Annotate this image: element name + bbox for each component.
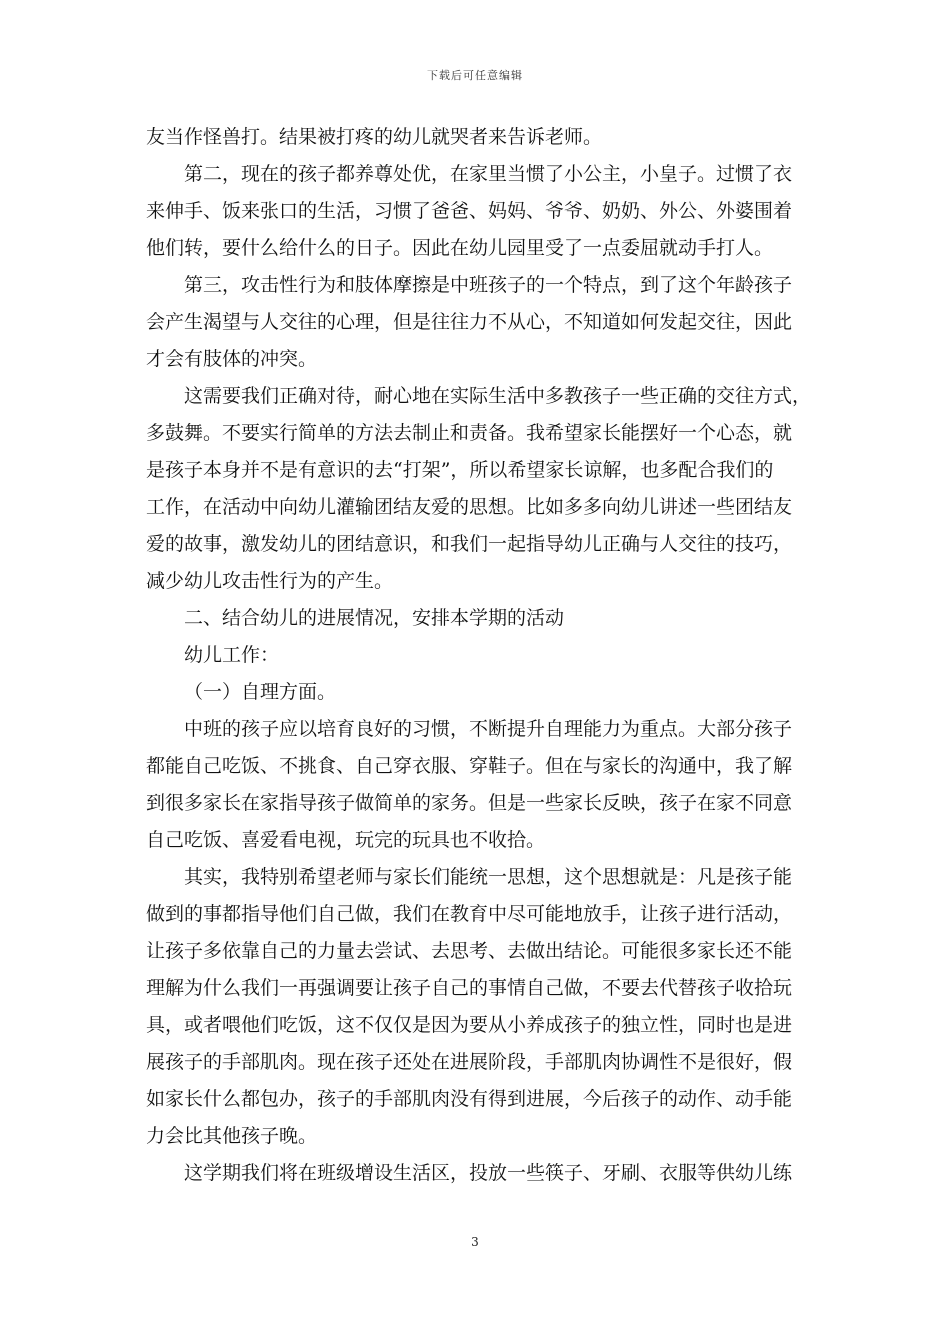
page-header: 下载后可任意编辑 [427, 69, 523, 82]
text-line: 这需要我们正确对待，耐心地在实际生活中多教孩子一些正确的交往方式， [184, 385, 812, 407]
text-line: 都能自己吃饭、不挑食、自己穿衣服、穿鞋子。但在与家长的沟通中，我了解 [146, 755, 793, 777]
text-line: 这学期我们将在班级增设生活区，投放一些筷子、牙刷、衣服等供幼儿练 [184, 1162, 793, 1184]
text-line: 会产生渴望与人交往的心理，但是往往力不从心，不知道如何发起交往，因此 [146, 311, 793, 333]
text-line: 到很多家长在家指导孩子做简单的家务。但是一些家长反映，孩子在家不同意 [146, 792, 793, 814]
text-line: 让孩子多依靠自己的力量去尝试、去思考、去做出结论。可能很多家长还不能 [146, 940, 793, 962]
text-line: 展孩子的手部肌肉。现在孩子还处在进展阶段，手部肌肉协调性不是很好，假 [146, 1051, 793, 1073]
text-line: 第三，攻击性行为和肢体摩擦是中班孩子的一个特点，到了这个年龄孩子 [184, 274, 793, 296]
text-line: 才会有肢体的冲突。 [146, 348, 318, 370]
text-line: 做到的事都指导他们自己做，我们在教育中尽可能地放手，让孩子进行活动， [146, 903, 793, 925]
text-line: 理解为什么我们一再强调要让孩子自己的事情自己做，不要去代替孩子收拾玩 [146, 977, 793, 999]
text-line: 自己吃饭、喜爱看电视，玩完的玩具也不收拾。 [146, 829, 546, 851]
text-line: 友当作怪兽打。结果被打疼的幼儿就哭者来告诉老师。 [146, 126, 603, 148]
text-line: 减少幼儿攻击性行为的产生。 [146, 570, 394, 592]
text-line: 中班的孩子应以培育良好的习惯，不断提升自理能力为重点。大部分孩子 [184, 718, 793, 740]
text-line: 力会比其他孩子晚。 [146, 1125, 318, 1147]
text-line: 来伸手、饭来张口的生活，习惯了爸爸、妈妈、爷爷、奶奶、外公、外婆围着 [146, 200, 793, 222]
page-number: 3 [471, 1235, 479, 1249]
text-line: 多鼓舞。不要实行简单的方法去制止和责备。我希望家长能摆好一个心态，就 [146, 422, 793, 444]
document-body [146, 119, 810, 1192]
text-line: 工作，在活动中向幼儿灌输团结友爱的思想。比如多多向幼儿讲述一些团结友 [146, 496, 793, 518]
text-line: 爱的故事，激发幼儿的团结意识，和我们一起指导幼儿正确与人交往的技巧， [146, 533, 793, 555]
subsection-heading: 幼儿工作： [184, 644, 280, 666]
text-line: 其实，我特别希望老师与家长们能统一思想，这个思想就是：凡是孩子能 [184, 866, 793, 888]
section-heading: 二、结合幼儿的进展情况，安排本学期的活动 [184, 607, 565, 629]
text-line: 第二，现在的孩子都养尊处优，在家里当惯了小公主，小皇子。过惯了衣 [184, 163, 793, 185]
text-line: 如家长什么都包办，孩子的手部肌肉没有得到进展，今后孩子的动作、动手能 [146, 1088, 793, 1110]
text-line: 他们转，要什么给什么的日子。因此在幼儿园里受了一点委屈就动手打人。 [146, 237, 774, 259]
text-line: 是孩子本身并不是有意识的去“打架”，所以希望家长谅解，也多配合我们的 [146, 459, 774, 481]
subsection-heading: （一）自理方面。 [184, 681, 337, 703]
text-line: 具，或者喂他们吃饭，这不仅仅是因为要从小养成孩子的独立性，同时也是进 [146, 1014, 793, 1036]
